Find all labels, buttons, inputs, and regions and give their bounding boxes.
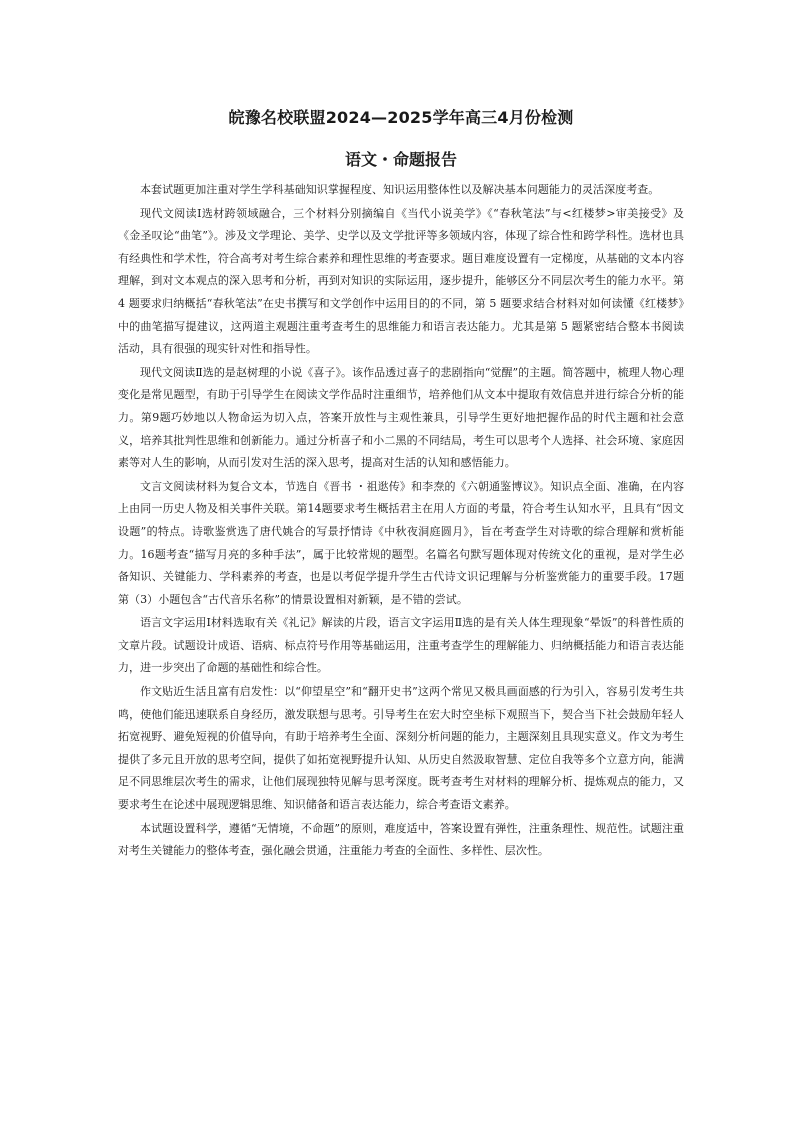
paragraph-language-use: 语言文字运用Ⅰ材料选取有关《礼记》解读的片段，语言文字运用Ⅱ选的是有关人体生理现象“晕饭”的科普性质的文章片段。试题设计成语、语病、标点符号作用等基础运用，注重考查学生的理解能力、归纳概括能力和语言表达能力，进一步突出了命题的基础性和综合性。 (118, 616, 684, 675)
paragraph-modern-reading-2: 现代文阅读Ⅱ选的是赵树理的小说《喜子》。该作品透过喜子的悲剧指向“觉醒”的主题。简答题中，梳理人物心理变化是常见题型，有助于引导学生在阅读文学作品时注重细节，培养他们从文本中提取有效信息并进行综合分析的能力。第9题巧妙地以人物命运为切入点，答案开放性与主观性兼具，引导学生更好地把握作品的时代主题和社会意义，培养其批判性思维和创新能力。通过分析喜子和小二黑的不同结局，考生可以思考个人选择、社会环境、家庭因素等对人生的影响，从而引发对生活的深入思考，提高对生活的认知和感悟能力。 (118, 365, 684, 470)
paragraph-modern-reading-1: 现代文阅读Ⅰ选材跨领域融合，三个材料分别摘编自《当代小说美学》《“春秋笔法”与<红楼梦>审美接受》及《金圣叹论“曲笔”》。涉及文学理论、美学、史学以及文学批评等多领域内容，体现了综合性和跨学科性。选材也具有经典性和学术性，符合高考对考生综合素养和理性思维的考查要求。题目难度设置有一定梯度，从基础的文本内容理解，到对文本观点的深入思考和分析，再到对知识的实际运用，逐步提升，能够区分不同层次考生的能力水平。第 4 题要求归纳概括“春秋笔法”在史书撰写和文学创作中运用目的的不同，第 5 题要求结合材料对如何读懂《红楼梦》中的曲笔描写提建议，这两道主观题注重考查考生的思维能力和语言表达能力。尤其是第 5 题紧密结合整本书阅读活动，具有很强的现实针对性和指导性。 (118, 206, 684, 356)
paragraph-conclusion: 本试题设置科学，遵循“无情境，不命题”的原则，难度适中，答案设置有弹性，注重条理性、规范性。试题注重对考生关键能力的整体考查，强化融会贯通，注重能力考查的全面性、多样性、层次性。 (118, 821, 684, 858)
document-title: 皖豫名校联盟2024—2025学年高三4月份检测 (228, 108, 574, 127)
report-body (118, 179, 684, 863)
document-subtitle: 语文・命题报告 (344, 150, 457, 169)
paragraph-intro: 本套试题更加注重对学生学科基础知识掌握程度、知识运用整体性以及解决基本问题能力的灵活深度考查。 (140, 183, 660, 196)
paragraph-composition: 作文贴近生活且富有启发性：以“仰望星空”和“翻开史书”这两个常见又极具画面感的行为引入，容易引发考生共鸣，使他们能迅速联系自身经历，激发联想与思考。引导考生在宏大时空坐标下观照当下，契合当下社会鼓励年轻人拓宽视野、避免短视的价值导向，有助于培养考生全面、深刻分析问题的能力，主题深刻且具现实意义。作文为考生提供了多元且开放的思考空间，提供了如拓宽视野提升认知、从历史自然汲取智慧、定位自我等多个立意方向，能满足不同思维层次考生的需求，让他们展现独特见解与思考深度。既考查考生对材料的理解分析、提炼观点的能力，又要求考生在论述中展现逻辑思维、知识储备和语言表达能力，综合考查语文素养。 (118, 685, 684, 812)
paragraph-classical-chinese: 文言文阅读材料为复合文本，节选自《晋书 ・祖逖传》和李焘的《六朝通鉴博议》。知识点全面、准确，在内容上由同一历史人物及相关事件关联。第14题要求考生概括君主在用人方面的考量，符合考生认知水平，且具有“因文设题”的特点。诗歌鉴赏选了唐代姚合的写景抒情诗《中秋夜洞庭圆月》，旨在考查学生对诗歌的综合理解和赏析能力。16题考查“描写月亮的多种手法”，属于比较常规的题型。名篇名句默写题体现对传统文化的重视，是对学生必备知识、关键能力、学科素养的考查，也是以考促学提升学生古代诗文识记理解与分析鉴赏能力的重要手段。17题第（3）小题包含“古代音乐名称”的情景设置相对新颖，是不错的尝试。 (118, 479, 684, 606)
